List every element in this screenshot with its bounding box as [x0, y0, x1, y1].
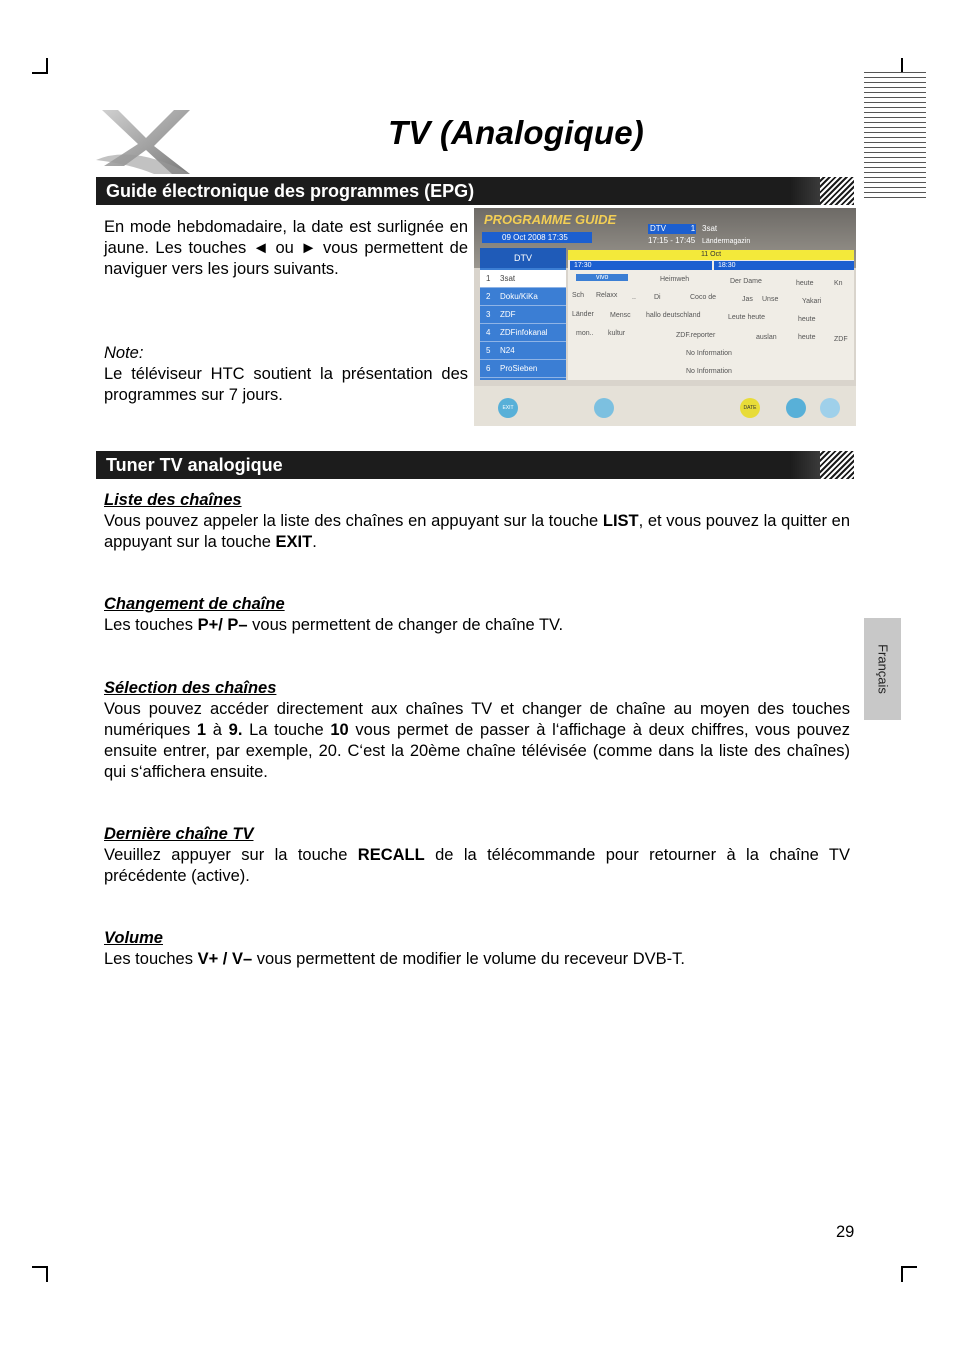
epg-cell: heute	[798, 316, 816, 323]
language-tab	[864, 618, 901, 720]
epg-info-show: Ländermagazin	[702, 238, 751, 245]
channel-num: 4	[486, 328, 491, 337]
text: Vous pouvez accéder directement aux chaînes TV et changer de chaîne au moyen des touches numériques	[104, 700, 850, 739]
epg-info-channel: 3sat	[702, 224, 718, 233]
epg-time-1: 17:30	[570, 261, 712, 270]
channel-name: Doku/KiKa	[500, 292, 538, 301]
heading-fade	[790, 451, 820, 479]
subheading-volume: Volume	[104, 929, 163, 947]
epg-exit-button[interactable]: EXIT	[498, 398, 518, 418]
epg-note	[104, 343, 468, 406]
key-exit: EXIT	[275, 533, 313, 551]
subheading-selection-des-chaines: Sélection des chaînes	[104, 679, 277, 697]
text: de la télécommande pour retourner à la chaîne TV précédente (active).	[104, 846, 850, 885]
subheading-changement-de-chaine: Changement de chaîne	[104, 595, 285, 613]
channel-num: 6	[486, 364, 491, 373]
epg-channel-row[interactable]	[480, 360, 566, 378]
epg-cell: ZDF	[834, 336, 848, 343]
decorative-stripes	[864, 72, 926, 200]
epg-cell: ZDF.reporter	[676, 332, 716, 339]
epg-cell: Di	[654, 294, 661, 301]
channel-num: 3	[486, 310, 491, 319]
epg-cell: No Information	[686, 350, 732, 357]
text: Veuillez appuyer sur la touche	[104, 846, 358, 864]
epg-cell: heute	[798, 334, 816, 341]
section-heading-epg-label: Guide électronique des programmes (EPG)	[106, 181, 475, 201]
epg-cell: auslan	[756, 334, 777, 341]
subheading-derniere-chaine: Dernière chaîne TV	[104, 825, 254, 843]
epg-channel-row[interactable]	[480, 324, 566, 342]
epg-day-bar: 11 Oct	[568, 250, 854, 260]
page-title: TV (Analogique)	[388, 114, 644, 151]
channel-num: 2	[486, 292, 491, 301]
channel-name: ZDF	[500, 310, 516, 319]
epg-blue-button[interactable]	[594, 398, 614, 418]
epg-channel-header: DTV	[480, 248, 566, 268]
epg-arrows-icon[interactable]	[820, 398, 840, 418]
epg-time-2: 18:30	[714, 261, 854, 270]
channel-name: N24	[500, 346, 515, 355]
text: vous permettent de changer de chaîne TV.	[247, 616, 564, 634]
language-tab-label: Français	[875, 644, 890, 694]
text: La touche	[242, 721, 331, 739]
paragraph-derniere-chaine	[104, 845, 850, 887]
epg-cell: Yakari	[802, 298, 822, 305]
epg-info-label: DTV	[648, 224, 696, 234]
heading-hatch-pattern	[820, 451, 854, 479]
note-text: Le téléviseur HTC soutient la présentation des programmes sur 7 jours.	[104, 365, 468, 404]
epg-ok-button[interactable]	[786, 398, 806, 418]
key-p-plus-minus: P+/ P–	[197, 616, 248, 634]
text: Les touches	[104, 950, 198, 968]
text: à	[206, 721, 229, 739]
epg-description: En mode hebdomadaire, la date est surlignée en jaune. Les touches ◄ ou ► vous permettent de naviguer vers les jours suivants.	[104, 218, 468, 278]
epg-cell: Leute heute	[728, 314, 765, 321]
epg-screenshot	[474, 208, 856, 426]
epg-channel-row[interactable]	[480, 306, 566, 324]
key-10: 10	[330, 721, 349, 739]
epg-channel-row[interactable]	[480, 270, 566, 288]
epg-cell: Unse	[762, 296, 779, 303]
page-number: 29	[836, 1223, 855, 1241]
channel-num: 1	[486, 274, 491, 283]
paragraph-volume	[104, 949, 850, 970]
epg-cell: kultur	[608, 330, 626, 337]
note-label: Note:	[104, 344, 144, 362]
text: Vous pouvez appeler la liste des chaînes en appuyant sur la touche	[104, 512, 603, 530]
channel-name: ZDFinfokanal	[500, 328, 548, 337]
epg-cell: Der Dame	[730, 278, 762, 285]
epg-channel-row[interactable]	[480, 342, 566, 360]
key-9: 9.	[228, 721, 243, 739]
epg-date-button[interactable]: DATE	[740, 398, 760, 418]
epg-info-time: 17:15 - 17:45	[648, 236, 696, 245]
epg-cell: hallo deutschland	[646, 312, 701, 319]
text: , et vous pouvez la quitter en appuyant sur la touche	[104, 512, 850, 551]
text: vous permet de passer à l‘affichage à deux chiffres, vous pouvez ensuite entrer, par exemple, 20. C‘est la 20ème chaîne télévisée (comme dans la liste des chaînes) qui s‘affichera ensuite.	[104, 721, 850, 781]
paragraph-liste-des-chaines	[104, 511, 850, 553]
section-heading-epg	[96, 177, 854, 205]
epg-cell: Coco de	[690, 294, 717, 301]
epg-cell: Kn	[834, 280, 843, 287]
epg-cell: Relaxx	[596, 292, 618, 299]
paragraph-changement-de-chaine	[104, 615, 850, 636]
key-volume: V+ / V–	[197, 950, 253, 968]
epg-cell: Sch	[572, 292, 585, 299]
epg-cell-selected[interactable]: vivo	[576, 274, 628, 281]
epg-cell: Heimweh	[660, 276, 690, 283]
paragraph-selection-des-chaines	[104, 699, 850, 783]
section-heading-tuner	[96, 451, 854, 479]
channel-num: 5	[486, 346, 491, 355]
epg-guide-title: PROGRAMME GUIDE	[484, 212, 617, 227]
crop-mark-top-left	[32, 58, 48, 74]
crop-mark-bottom-left	[32, 1266, 48, 1282]
epg-cell: mon..	[576, 330, 594, 337]
key-list: LIST	[602, 512, 639, 530]
epg-cell: Jas	[742, 296, 753, 303]
text: Les touches	[104, 616, 198, 634]
epg-cell: Länder	[572, 311, 594, 318]
text: vous permettent de modifier le volume du receveur DVB-T.	[252, 950, 685, 968]
text: .	[312, 533, 317, 551]
section-heading-tuner-label: Tuner TV analogique	[106, 455, 283, 475]
epg-cell: ..	[632, 294, 636, 301]
heading-hatch-pattern	[820, 177, 854, 205]
subheading-liste-des-chaines: Liste des chaînes	[104, 491, 242, 509]
epg-date: 09 Oct 2008 17:35	[482, 232, 592, 243]
brand-logo-icon	[94, 104, 194, 176]
epg-info-channel-num: 1	[690, 224, 696, 233]
channel-name: 3sat	[500, 274, 516, 283]
key-1: 1	[196, 721, 207, 739]
epg-cell: Mensc	[610, 312, 631, 319]
epg-channel-row[interactable]	[480, 288, 566, 306]
channel-name: ProSieben	[500, 364, 538, 373]
heading-fade	[790, 177, 820, 205]
crop-mark-bottom-right	[901, 1266, 917, 1282]
epg-cell: heute	[796, 280, 814, 287]
epg-info-box	[648, 222, 782, 252]
epg-cell: No Information	[686, 368, 732, 375]
key-recall: RECALL	[357, 846, 425, 864]
